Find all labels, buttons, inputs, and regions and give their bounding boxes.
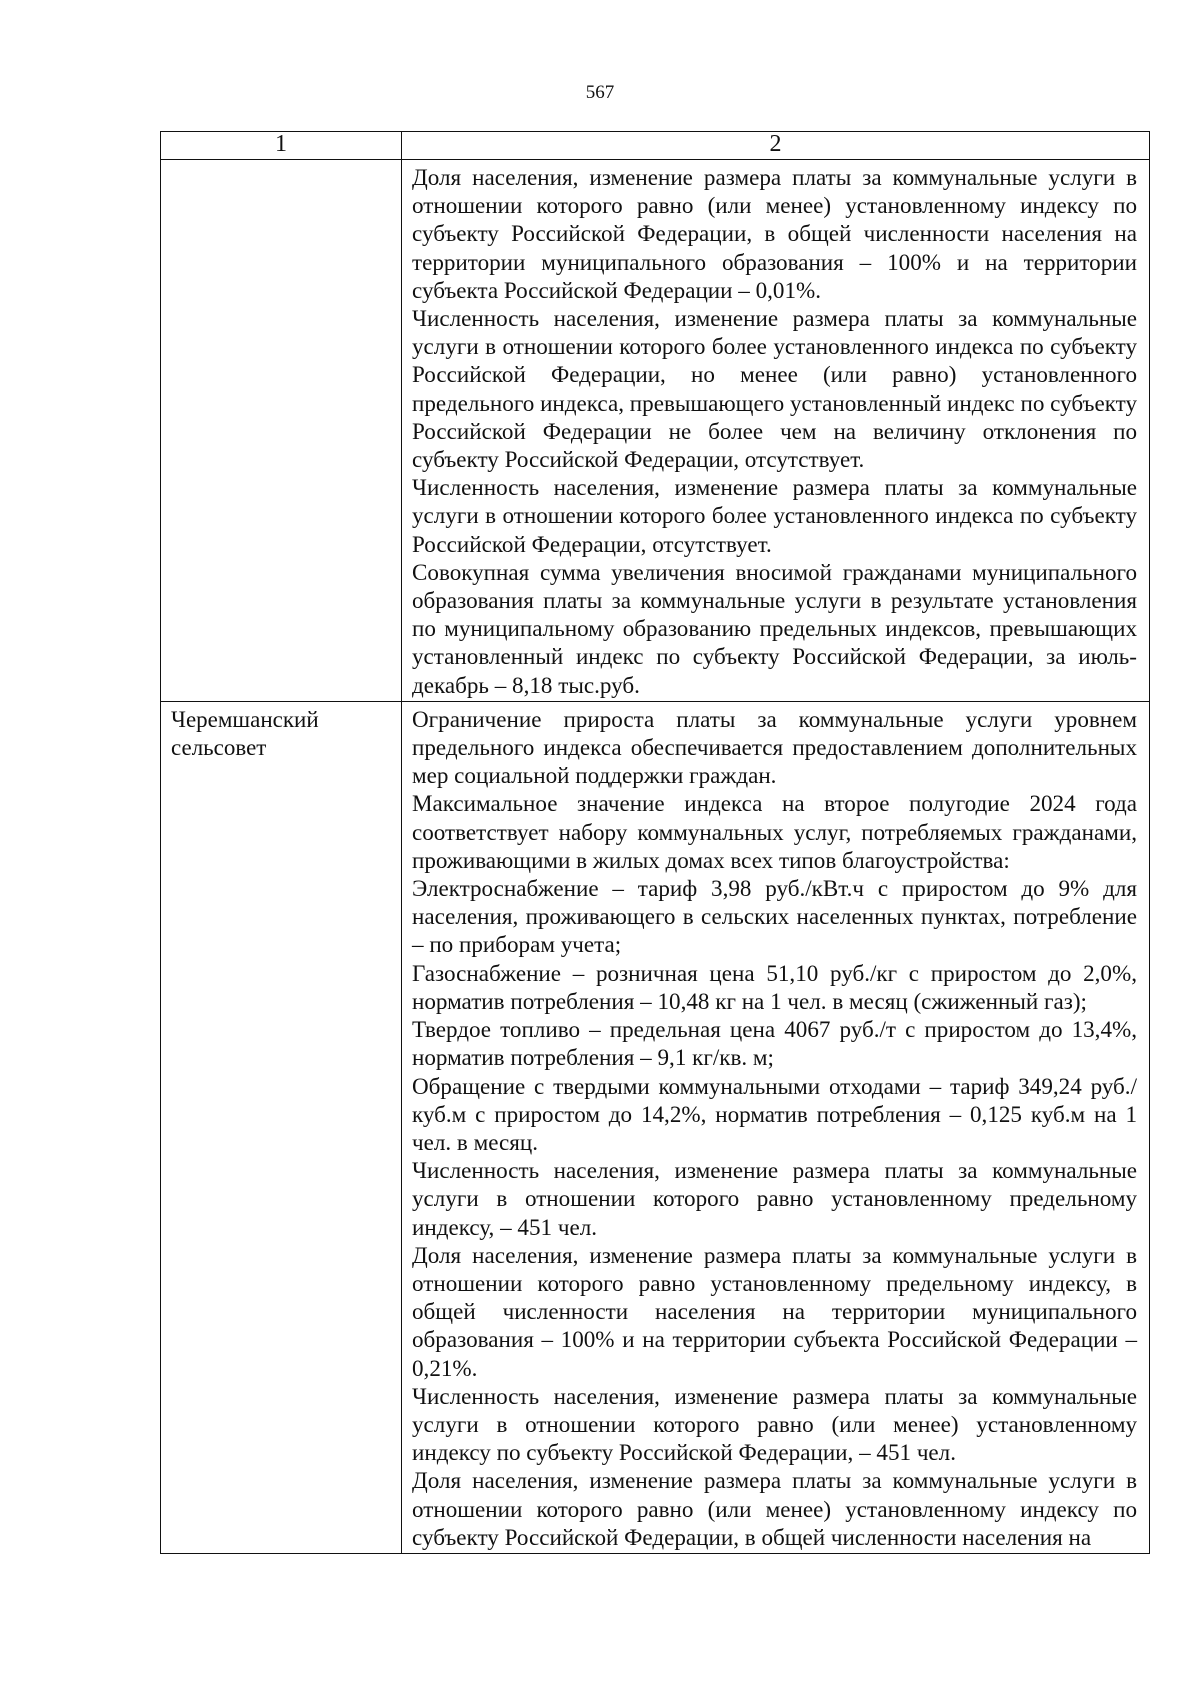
municipality-cell	[161, 160, 402, 702]
paragraph: Твердое топливо – предельная цена 4067 руб./т с приростом до 13,4%, норматив потребления – 9,1 кг/кв. м;	[412, 1016, 1137, 1071]
paragraph: Доля населения, изменение размера платы за коммунальные услуги в отношении которого равно (или менее) установленному индексу по субъекту Российской Федерации, в общей численности населения на	[412, 1467, 1137, 1550]
paragraph: Численность населения, изменение размера платы за коммунальные услуги в отношении которого равно (или менее) установленному индексу по субъекту Российской Федерации, – 451 чел.	[412, 1382, 1137, 1466]
paragraph: Газоснабжение – розничная цена 51,10 руб./кг с приростом до 2,0%, норматив потребления – 10,48 кг на 1 чел. в месяц (сжиженный газ);	[412, 959, 1137, 1014]
paragraph: Численность населения, изменение размера платы за коммунальные услуги в отношении которого более установленного индекса по субъекту Российской Федерации, но менее (или равно) установленного предельного индекса, превышающего установленный индекс по субъекту Российской Федерации не более чем на величину отклонения по субъекту Российской Федерации, отсутствует.	[412, 305, 1137, 473]
paragraph: Обращение с твердыми коммунальными отходами – тариф 349,24 руб./куб.м с приростом до 14,2%, норматив потребления – 0,125 куб.м на 1 чел. в месяц.	[412, 1072, 1137, 1155]
table-row	[161, 160, 1150, 702]
document-table	[160, 131, 1150, 1554]
page-number: 567	[585, 82, 615, 103]
paragraph: Совокупная сумма увеличения вносимой гражданами муниципального образования платы за коммунальные услуги в результате установления по муниципальному образованию предельных индексов, превышающих установленный индекс по субъекту Российской Федерации, за июль-декабрь – 8,18 тыс.руб.	[412, 558, 1137, 698]
paragraph: Максимальное значение индекса на второе полугодие 2024 года соответствует набору коммунальных услуг, потребляемых гражданами, проживающими в жилых домах всех типов благоустройства:	[412, 790, 1137, 873]
paragraph: Электроснабжение – тариф 3,98 руб./кВт.ч с приростом до 9% для населения, проживающего в сельских населенных пунктах, потребление – по приборам учета;	[412, 875, 1137, 958]
paragraph: Доля населения, изменение размера платы за коммунальные услуги в отношении которого равно установленному предельному индексу, в общей численности населения на территории муниципального образования – 100% и на территории субъекта Российской Федерации – 0,21%.	[412, 1241, 1137, 1381]
paragraph: Численность населения, изменение размера платы за коммунальные услуги в отношении которого равно установленному предельному индексу, – 451 чел.	[412, 1157, 1137, 1240]
column-header-1: 1	[161, 132, 402, 160]
municipality-cell: Черемшанский сельсовет	[161, 701, 402, 1553]
table-row	[161, 701, 1150, 1553]
paragraph: Ограничение прироста платы за коммунальные услуги уровнем предельного индекса обеспечивается предоставлением дополнительных мер социальной поддержки граждан.	[412, 705, 1137, 789]
description-cell	[402, 701, 1150, 1553]
description-cell	[402, 160, 1150, 702]
column-header-2: 2	[402, 132, 1150, 160]
paragraph: Доля населения, изменение размера платы за коммунальные услуги в отношении которого равно (или менее) установленному индексу по субъекту Российской Федерации, в общей численности населения на территории муниципального образования – 100% и на территории субъекта Российской Федерации – 0,01%.	[412, 164, 1137, 303]
table-header-row	[161, 132, 1150, 160]
paragraph: Численность населения, изменение размера платы за коммунальные услуги в отношении которого более установленного индекса по субъекту Российской Федерации, отсутствует.	[412, 474, 1137, 557]
